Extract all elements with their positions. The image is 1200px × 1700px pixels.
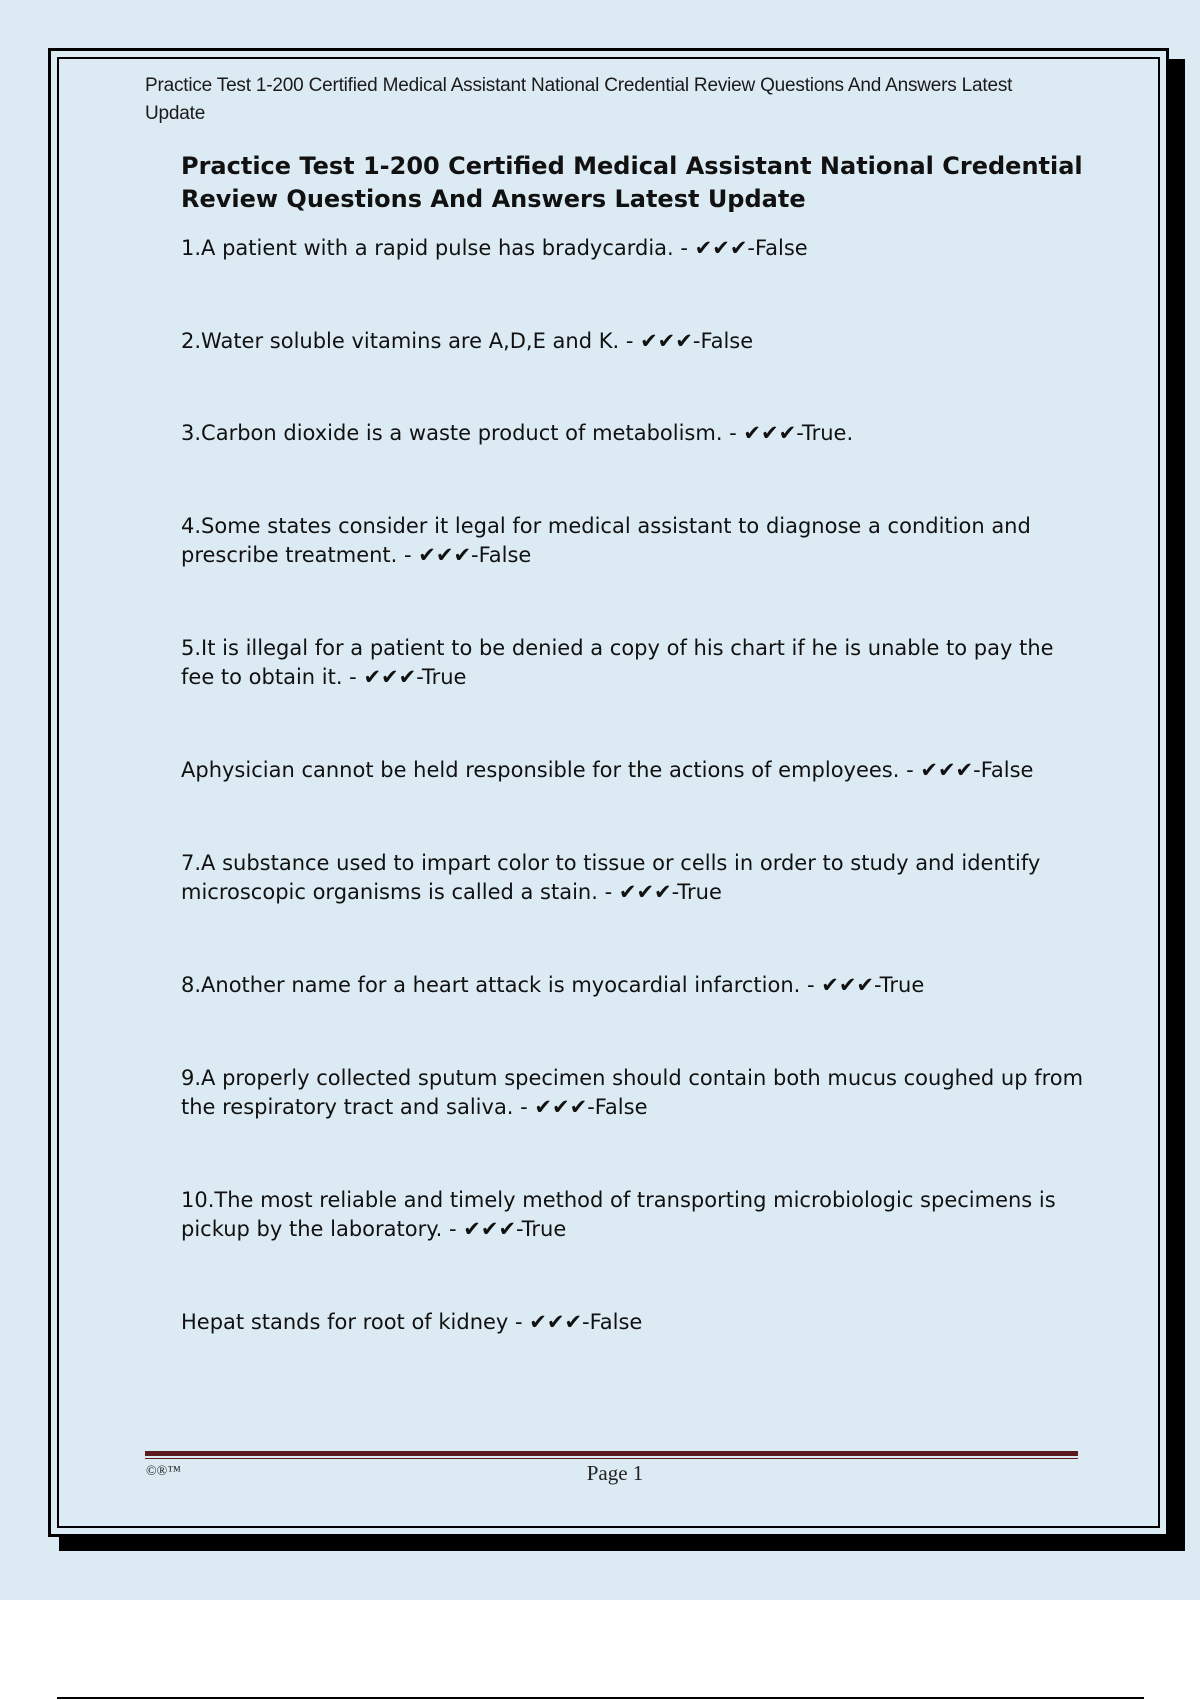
footer-symbols: ©®™ — [146, 1464, 181, 1479]
qa-item-9: 9.A properly collected sputum specimen should contain both mucus coughed up from the respiratory tract and saliva. - ✔✔✔-False — [181, 1066, 1084, 1119]
qa-item-5: 5.It is illegal for a patient to be denied a copy of his chart if he is unable to pay the fee to obtain it. - ✔✔✔-True — [181, 636, 1054, 689]
qa-item-1: 1.A patient with a rapid pulse has bradycardia. - ✔✔✔-False — [181, 236, 808, 260]
qa-item-7: 7.A substance used to impart color to tissue or cells in order to study and identify microscopic organisms is called a stain. - ✔✔✔-True — [181, 851, 1041, 904]
qa-item-4: 4.Some states consider it legal for medical assistant to diagnose a condition and prescribe treatment. - ✔✔✔-False — [181, 514, 1031, 567]
qa-item-8: 8.Another name for a heart attack is myocardial infarction. - ✔✔✔-True — [181, 973, 925, 997]
next-page-top-rule — [57, 1697, 1144, 1699]
footer-rule — [145, 1451, 1078, 1460]
qa-item-11: Hepat stands for root of kidney - ✔✔✔-False — [181, 1310, 643, 1334]
qa-item-6: Aphysician cannot be held responsible for the actions of employees. - ✔✔✔-False — [181, 758, 1034, 782]
document-title: Practice Test 1-200 Certified Medical Assistant National Credential Review Questions And Answers Latest Update — [181, 152, 1083, 213]
qa-item-3: 3.Carbon dioxide is a waste product of metabolism. - ✔✔✔-True. — [181, 421, 854, 445]
running-header: Practice Test 1-200 Certified Medical Assistant National Credential Review Questions And Answers Latest Update — [145, 75, 1013, 124]
qa-item-2: 2.Water soluble vitamins are A,D,E and K. - ✔✔✔-False — [181, 329, 754, 353]
page-number: Page 1 — [586, 1461, 644, 1485]
page-content — [181, 150, 1091, 1337]
qa-item-10: 10.The most reliable and timely method of transporting microbiologic specimens is pickup by the laboratory. - ✔✔✔-True — [181, 1188, 1056, 1241]
